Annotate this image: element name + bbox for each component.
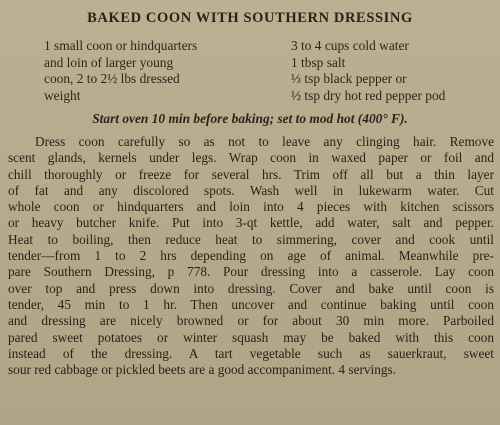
ingredients-left-column bbox=[44, 38, 280, 104]
ingredient-line: coon, 2 to 2½ lbs dressed bbox=[44, 71, 180, 86]
directions-line: instead of the dressing. A tart vegetable such as sauerkraut, sweet bbox=[8, 345, 494, 361]
directions-line: whole coon or hindquarters and loin into 4 pieces with kitchen scissors bbox=[8, 199, 494, 215]
ingredient-line: weight bbox=[44, 87, 81, 103]
ingredients-right-column bbox=[291, 38, 496, 104]
directions-line: tender—from 1 to 2 hrs depending on age of animal. Meanwhile pre- bbox=[8, 248, 494, 264]
ingredients-list bbox=[0, 38, 500, 104]
directions-line: tender, 45 min to 1 hr. Then uncover and continue baking until coon bbox=[8, 296, 494, 312]
directions-line: pared sweet potatoes or winter squash may be baked with this coon bbox=[8, 329, 494, 345]
directions-line: chill thoroughly or freeze for several hrs. Trim off all but a thin layer bbox=[8, 166, 494, 182]
directions-line: scent glands, kernels under legs. Wrap coon in waxed paper or foil and bbox=[8, 150, 494, 166]
ingredient-line: ½ tsp dry hot red pepper pod bbox=[291, 87, 446, 103]
directions-line: and dressing are nicely browned or for about 30 min more. Parboiled bbox=[8, 313, 494, 329]
directions-line: sour red cabbage or pickled beets are a good accompaniment. 4 servings. bbox=[8, 362, 397, 378]
ingredient-line: 3 to 4 cups cold water bbox=[291, 38, 409, 53]
ingredient-line: 1 tbsp salt bbox=[291, 54, 346, 70]
directions-line: of fat and any discolored spots. Wash well in lukewarm water. Cut bbox=[8, 182, 494, 198]
directions-line: pare Southern Dressing, p 778. Pour dressing into a casserole. Lay coon bbox=[8, 264, 494, 280]
directions-line: Heat to boiling, then reduce heat to simmering, cover and cook until bbox=[8, 231, 494, 247]
oven-instruction: Start oven 10 min before baking; set to mod hot (400° F). bbox=[92, 111, 408, 126]
recipe-directions bbox=[8, 134, 494, 378]
ingredient-line: and loin of larger young bbox=[44, 54, 174, 70]
ingredient-line: ⅓ tsp black pepper or bbox=[291, 71, 407, 86]
directions-line: over top and press down into dressing. Cover and bake until coon is bbox=[8, 280, 494, 296]
directions-line: Dress coon carefully so as not to leave any clinging hair. Remove bbox=[35, 134, 494, 149]
directions-line: or heavy butcher knife. Put into 3-qt kettle, add water, salt and pepper. bbox=[8, 215, 494, 231]
ingredient-line: 1 small coon or hindquarters bbox=[44, 38, 198, 53]
recipe-title: BAKED COON WITH SOUTHERN DRESSING bbox=[87, 10, 413, 26]
